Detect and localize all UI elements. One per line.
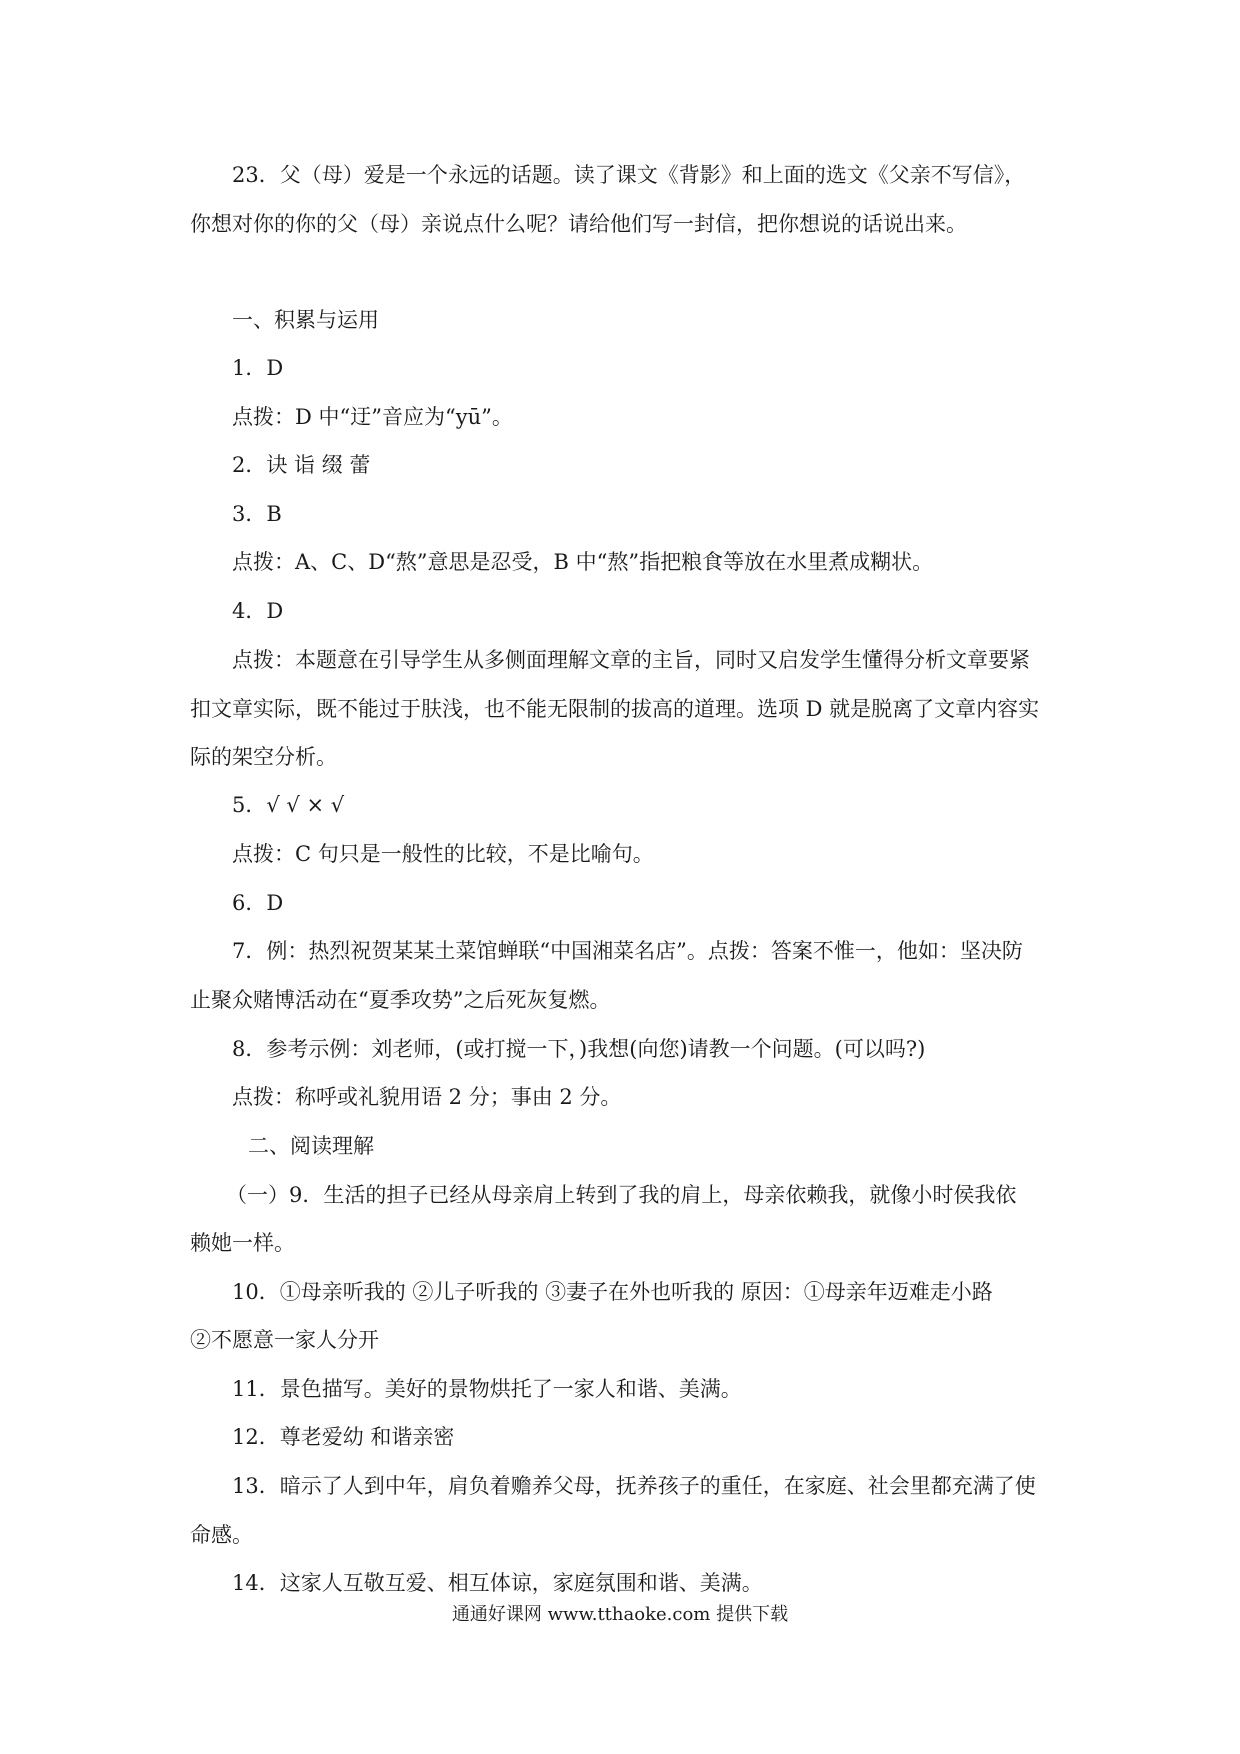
answer-line: 2．诀 诣 缀 蕾 — [232, 453, 371, 477]
answer-line: 点拨：C 句只是一般性的比较，不是比喻句。 — [232, 842, 654, 866]
section-2-heading: 二、阅读理解 — [248, 1134, 374, 1158]
answer-line: 13．暗示了人到中年，肩负着赡养父母，抚养孩子的重任，在家庭、社会里都充满了使 — [232, 1474, 1036, 1498]
answer-line: 点拨：本题意在引导学生从多侧面理解文章的主旨，同时又启发学生懂得分析文章要紧 — [232, 648, 1030, 672]
answer-line: 6．D — [232, 891, 284, 915]
question-23-line-1: 23．父（母）爱是一个永远的话题。读了课文《背影》和上面的选文《父亲不写信》， — [232, 163, 1026, 187]
answer-line: 止聚众赌博活动在“夏季攻势”之后死灰复燃。 — [190, 988, 611, 1012]
answer-line: 点拨：A、C、D“熬”意思是忍受，B 中“熬”指把粮食等放在水里煮成糊状。 — [232, 550, 934, 574]
answer-line: 8．参考示例：刘老师，(或打搅一下，)我想(向您)请教一个问题。(可以吗?) — [232, 1037, 926, 1061]
page-footer: 通通好课网 www.tthaoke.com 提供下载 — [451, 1604, 789, 1625]
answer-line: 4．D — [232, 599, 284, 623]
question-23-line-2: 你想对你的你的父（母）亲说点什么呢？请给他们写一封信，把你想说的话说出来。 — [190, 212, 967, 236]
answer-line: 命感。 — [190, 1523, 253, 1547]
answer-line: 赖她一样。 — [190, 1231, 295, 1255]
answer-line: ②不愿意一家人分开 — [190, 1328, 379, 1352]
answer-line: 14．这家人互敬互爱、相互体谅，家庭氛围和谐、美满。 — [232, 1571, 763, 1595]
answer-line: 7．例：热烈祝贺某某土菜馆蝉联“中国湘菜名店”。点拨：答案不惟一，他如：坚决防 — [232, 939, 1023, 963]
answer-line: （一）9．生活的担子已经从母亲肩上转到了我的肩上，母亲依赖我，就像小时侯我依 — [226, 1183, 1017, 1207]
answer-line: 10．①母亲听我的 ②儿子听我的 ③妻子在外也听我的 原因：①母亲年迈难走小路 — [232, 1280, 993, 1304]
answer-line: 3．B — [232, 502, 282, 526]
answer-line: 11．景色描写。美好的景物烘托了一家人和谐、美满。 — [232, 1377, 742, 1401]
answer-line: 际的架空分析。 — [190, 745, 337, 769]
answer-line: 1．D — [232, 356, 284, 380]
answer-line: 点拨：D 中“迂”音应为“yū”。 — [232, 405, 513, 429]
answer-line: 点拨：称呼或礼貌用语 2 分；事由 2 分。 — [232, 1085, 622, 1109]
answer-line: 5．√ √ × √ — [232, 793, 345, 817]
answer-line: 12．尊老爱幼 和谐亲密 — [232, 1425, 455, 1449]
section-1-heading: 一、积累与运用 — [232, 308, 379, 332]
answer-line: 扣文章实际，既不能过于肤浅，也不能无限制的拔高的道理。选项 D 就是脱离了文章内容实 — [190, 697, 1040, 721]
